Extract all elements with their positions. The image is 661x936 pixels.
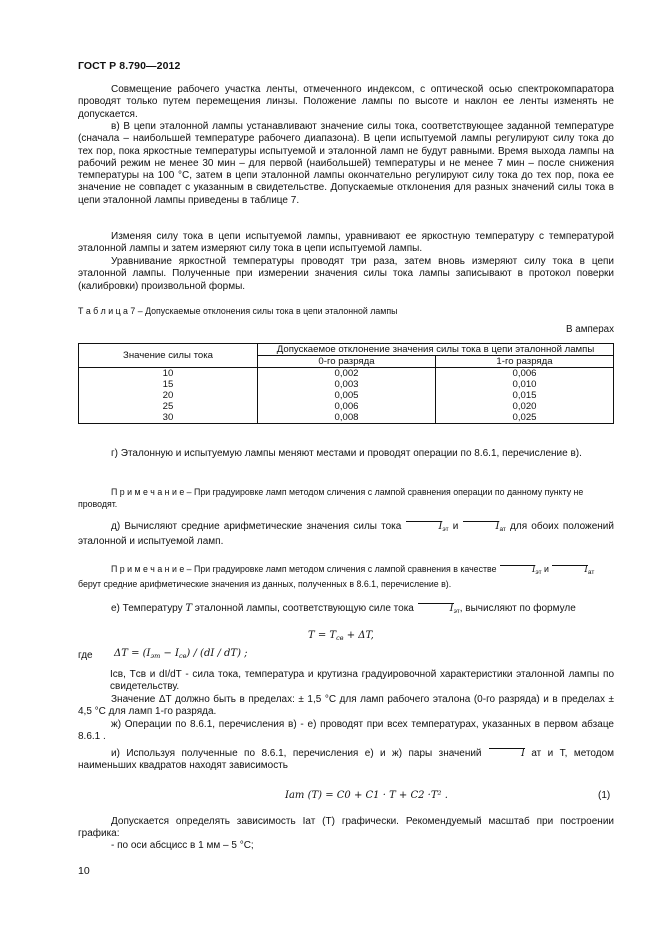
text-span: ат и T, методом наименьших квадратов находят зависимость xyxy=(78,748,615,772)
text-span: е) Температуру xyxy=(111,603,183,614)
cell-class0: 0,005 xyxy=(258,390,436,401)
subscript-et: эт xyxy=(442,526,449,533)
cell-class0: 0,002 xyxy=(258,368,436,380)
column-header-class1: 1-го разряда xyxy=(436,356,614,368)
cell-class0: 0,006 xyxy=(258,401,436,412)
cell-class1: 0,010 xyxy=(436,379,614,390)
paragraph-graphical: Допускается определять зависимость Iат (T) графически. Рекомендуемый масштаб при построении графика: xyxy=(78,816,614,840)
note-text: – При градуировке ламп методом сличения с лампой сравнения операции по данному пункту не проводят. xyxy=(78,487,584,509)
i-symbol: I xyxy=(551,565,587,577)
table-caption-text: 7 – Допускаемые отклонения силы тока в цепи эталонной лампы xyxy=(130,306,398,316)
text-span: , вычисляют по формуле xyxy=(459,603,576,614)
cell-current: 20 xyxy=(79,390,258,401)
table-unit: В амперах xyxy=(566,324,614,335)
paragraph-adjust-current: Изменяя силу тока в цепи испытуемой лампы, уравнивают ее яркостную температуру с температурой эталонной лампы и затем измеряют силу тока в цепи испытуемой лампы. xyxy=(78,231,614,255)
cell-current: 10 xyxy=(79,368,258,380)
t-symbol: T xyxy=(185,603,193,614)
column-header-current: Значение силы тока xyxy=(79,344,258,368)
deviation-table xyxy=(78,343,614,424)
subscript-et: эт xyxy=(535,569,542,576)
cell-class1: 0,015 xyxy=(436,390,614,401)
subscript-et: эт xyxy=(453,608,460,615)
paragraph-item-zh: ж) Операции по 8.6.1, перечисления в) - е) проводят при всех температурах, указанных в первом абзаце 8.6.1 . xyxy=(78,719,614,743)
column-header-class0: 0-го разряда xyxy=(258,356,436,368)
subscript-at: ат xyxy=(587,569,595,576)
document-header: ГОСТ Р 8.790—2012 xyxy=(78,60,181,72)
formula-temperature: $T = T_{св} + \Delta T$, xyxy=(308,630,374,642)
formula-regression: Iат (T) = C0 + C1 · T + C2 ·T² . xyxy=(285,790,448,801)
paragraph-alignment: Совмещение рабочего участка ленты, отмеченного индексом, с оптической осью спектрокомпаратора проводят только путем перемещения линзы. Положение лампы по высоте и наклон ее ленты изменять не допускается. xyxy=(78,84,614,120)
table-row xyxy=(79,412,614,424)
paragraph-item-i xyxy=(78,748,614,773)
note-text: берут средние арифметические значения из данных, полученных в 8.6.1, перечисление в). xyxy=(78,578,452,589)
table-row xyxy=(79,390,614,401)
i-symbol: I xyxy=(462,521,499,533)
cell-class1: 0,025 xyxy=(436,412,614,424)
i-symbol: I xyxy=(405,521,442,533)
i-symbol: I xyxy=(417,603,454,615)
text-span: и xyxy=(452,521,459,532)
cell-current: 25 xyxy=(79,401,258,412)
text-span: и) Используя полученные по 8.6.1, перечисления е) и ж) пары значений xyxy=(111,748,482,759)
formula-number: (1) xyxy=(598,790,611,801)
cell-class1: 0,006 xyxy=(436,368,614,380)
text-span: эталонной лампы, соответствующую силе тока xyxy=(194,603,414,614)
table-caption xyxy=(78,306,397,316)
paragraph-item-e xyxy=(78,603,614,618)
page-number: 10 xyxy=(78,865,90,877)
note-text: и xyxy=(544,564,549,574)
cell-class1: 0,020 xyxy=(436,401,614,412)
cell-current: 30 xyxy=(79,412,258,424)
where-label: где xyxy=(78,650,93,661)
note-2 xyxy=(78,564,614,590)
cell-class0: 0,003 xyxy=(258,379,436,390)
paragraph-equalize: Уравнивание яркостной температуры проводят три раза, затем вновь измеряют силу тока в цепи эталонной лампы. Полученные при измерении значения силы тока лампы записывают в протокол поверки (калибровки) произвольной формы. xyxy=(78,256,614,292)
subscript-at: ат xyxy=(499,526,506,533)
note-1 xyxy=(78,487,614,510)
paragraph-delta-limits: Значение ΔT должно быть в пределах: ± 1,5 °С для ламп рабочего эталона (0-го разряда) и в пределах ± 4,5 °С для ламп 1-го разряда. xyxy=(78,694,614,718)
note-text: – При градуировке ламп методом сличения с лампой сравнения в качестве xyxy=(184,564,497,574)
paragraph-item-d xyxy=(78,521,614,549)
table-row xyxy=(79,401,614,412)
table-row xyxy=(79,379,614,390)
paragraph-item-v: в) В цепи эталонной лампы устанавливают значение силы тока, соответствующее заданной температуре (сначала – наибольшей температуре рабочего диапазона). В цепи испытуемой лампы регулируют силу тока до тех пор, пока яркостные температуры испытуемой и эталонной ламп не будут равными. Время выхода лампы на рабочий режим не менее 30 мин – для первой (наибольшей) температуры и не менее 7 мин – после снижения температуры на 100 °С, затем в цепи эталонной лампы окончательно регулируют силу тока до тех пор, пока ее значение не совпадет с указанным в свидетельстве. Допускаемые отклонения для разных значений силы тока в цепи эталонной лампы приведены в таблице 7. xyxy=(78,121,614,206)
paragraph-item-g: г) Эталонную и испытуемую лампы меняют местами и проводят операции по 8.6.1, перечисление в). xyxy=(111,448,582,459)
table-row xyxy=(79,368,614,380)
cell-class0: 0,008 xyxy=(258,412,436,424)
i-symbol: I xyxy=(488,748,525,760)
column-group-header: Допускаемое отклонение значения силы тока в цепи эталонной лампы xyxy=(258,344,614,356)
text-span: д) Вычисляют средние арифметические значения силы тока xyxy=(111,521,402,532)
note-label: П р и м е ч а н и е xyxy=(111,564,185,574)
formula-delta-t: $\Delta T = (I_{эт} - I_{св}) / (dI / dT)$ ; xyxy=(114,648,248,660)
note-label: П р и м е ч а н и е xyxy=(111,487,185,497)
i-symbol: I xyxy=(499,565,535,577)
paragraph-symbols: Iсв, Tсв и dI/dT - сила тока, температура и крутизна градуировочной характеристики эталонной лампы по свидетельству. xyxy=(110,669,614,693)
paragraph-scale: - по оси абсцисс в 1 мм – 5 °С; xyxy=(111,840,254,851)
text-span: для обоих положений эталонной и испытуемой ламп. xyxy=(78,521,614,548)
table-caption-word: Т а б л и ц а xyxy=(78,306,128,316)
cell-current: 15 xyxy=(79,379,258,390)
